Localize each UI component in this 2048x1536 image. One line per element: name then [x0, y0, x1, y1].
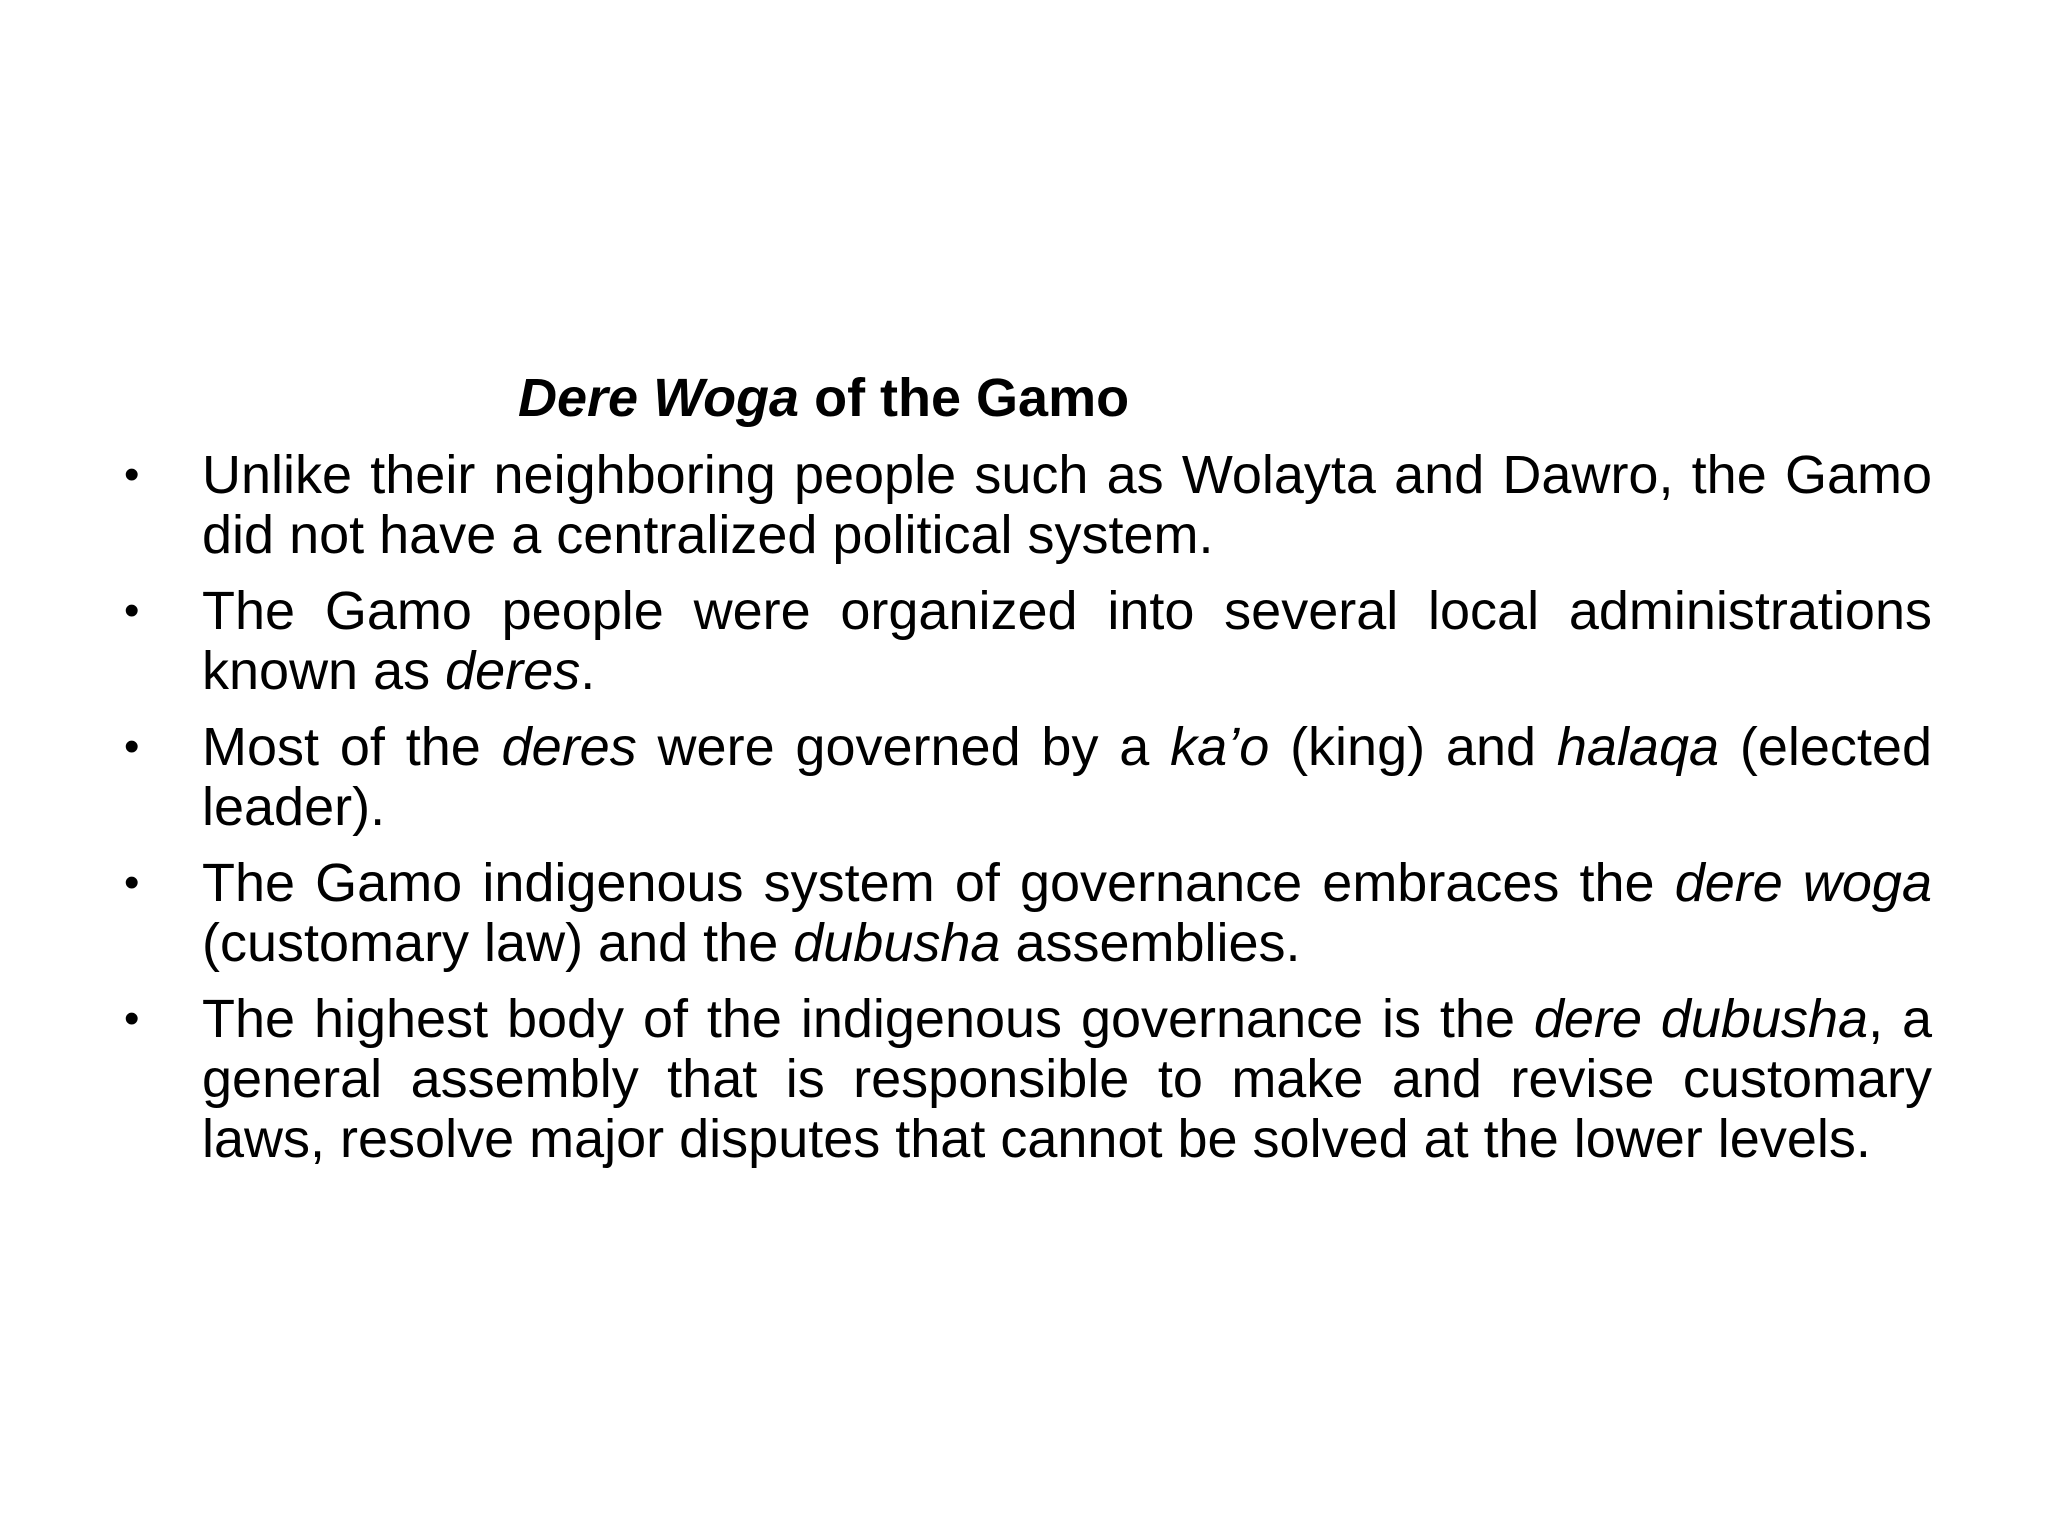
bullet-item-2	[120, 581, 1932, 701]
text-run: (king) and	[1269, 717, 1557, 777]
slide-title-rest: of the Gamo	[799, 368, 1130, 428]
bullet-icon: •	[124, 858, 140, 907]
text-run: .	[580, 641, 596, 701]
bullet-text	[202, 581, 1932, 701]
italic-term: dere woga	[1674, 853, 1932, 913]
italic-term: dere dubusha	[1533, 989, 1869, 1049]
text-run: Most of the	[202, 717, 502, 777]
text-run: (customary law) and the	[202, 913, 794, 973]
text-run: The Gamo people were organized into several local administrations known as	[202, 581, 1932, 701]
bullet-icon: •	[124, 450, 140, 499]
bullet-item-4	[120, 853, 1932, 973]
text-run: The Gamo indigenous system of governance embraces the	[202, 853, 1675, 913]
text-run: (elected leader).	[202, 717, 1932, 837]
italic-term: deres	[501, 717, 637, 777]
bullet-item-3	[120, 717, 1932, 837]
italic-term: deres	[445, 641, 581, 701]
text-run: , a general assembly that is responsible to make and revise customary laws, resolve major disputes that cannot be solved at the lower levels.	[202, 989, 1932, 1169]
text-run: The highest body of the indigenous governance is the	[202, 989, 1534, 1049]
bullet-text	[202, 853, 1932, 973]
bullet-text	[202, 717, 1932, 837]
italic-term: dubusha	[793, 913, 1001, 973]
bullet-icon: •	[124, 722, 140, 771]
text-run: assemblies.	[1000, 913, 1301, 973]
bullet-list	[120, 445, 1932, 1185]
slide-title	[518, 366, 1129, 430]
bullet-text	[202, 445, 1932, 565]
italic-term: halaqa	[1556, 717, 1720, 777]
italic-term: ka’o	[1170, 717, 1270, 777]
bullet-text	[202, 989, 1932, 1169]
bullet-item-1	[120, 445, 1932, 565]
text-run: were governed by a	[636, 717, 1171, 777]
text-run: Unlike their neighboring people such as Wolayta and Dawro, the Gamo did not have a centralized political system.	[202, 445, 1932, 565]
bullet-icon: •	[124, 994, 140, 1043]
bullet-item-5	[120, 989, 1932, 1169]
slide-title-italic: Dere Woga	[518, 368, 800, 428]
bullet-icon: •	[124, 586, 140, 635]
